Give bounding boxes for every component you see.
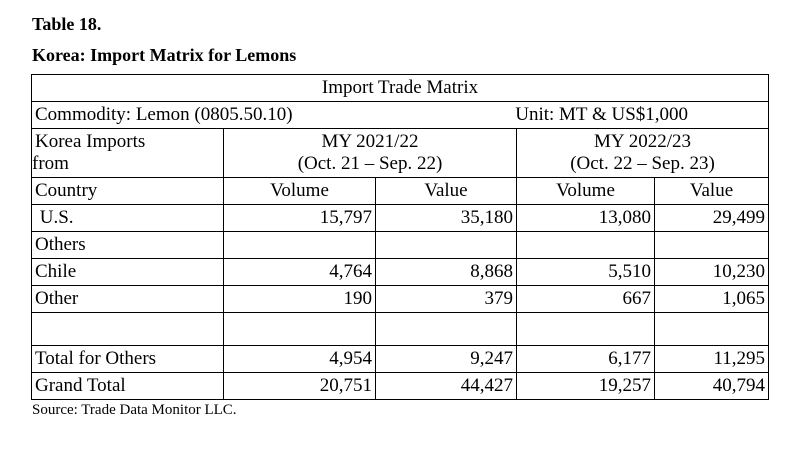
header-volume-2: Volume — [517, 178, 655, 205]
volume-cell: 13,080 — [517, 205, 655, 232]
volume-cell: 4,954 — [224, 346, 376, 373]
volume-cell: 6,177 — [517, 346, 655, 373]
table-row — [32, 313, 769, 346]
header-value-2: Value — [655, 178, 769, 205]
table-row — [32, 286, 769, 313]
value-cell — [655, 232, 769, 259]
value-cell — [376, 313, 517, 346]
country-cell: U.S. — [32, 205, 224, 232]
value-cell — [655, 313, 769, 346]
country-cell: Other — [32, 286, 224, 313]
value-cell: 8,868 — [376, 259, 517, 286]
volume-cell — [224, 232, 376, 259]
volume-cell: 5,510 — [517, 259, 655, 286]
value-cell: 44,427 — [376, 373, 517, 400]
country-cell: Others — [32, 232, 224, 259]
value-cell: 379 — [376, 286, 517, 313]
value-cell: 11,295 — [655, 346, 769, 373]
value-cell: 29,499 — [655, 205, 769, 232]
volume-cell: 4,764 — [224, 259, 376, 286]
imports-from-header — [32, 129, 224, 178]
period1-label: MY 2021/22 — [321, 131, 419, 152]
imports-from-line2: from — [32, 153, 69, 174]
value-cell: 9,247 — [376, 346, 517, 373]
volume-cell: 667 — [517, 286, 655, 313]
period2-range: (Oct. 22 – Sep. 23) — [570, 153, 715, 174]
table-number: Table 18. — [32, 14, 102, 34]
period1-header — [224, 129, 517, 178]
value-cell — [376, 232, 517, 259]
header-country: Country — [32, 178, 224, 205]
column-header-row — [32, 178, 769, 205]
country-cell — [32, 313, 224, 346]
period2-label: MY 2022/23 — [594, 131, 691, 152]
table-row — [32, 346, 769, 373]
country-cell: Total for Others — [32, 346, 224, 373]
country-cell: Grand Total — [32, 373, 224, 400]
value-cell: 10,230 — [655, 259, 769, 286]
commodity-row — [32, 102, 769, 129]
value-cell: 1,065 — [655, 286, 769, 313]
volume-cell: 15,797 — [224, 205, 376, 232]
value-cell: 35,180 — [376, 205, 517, 232]
value-cell: 40,794 — [655, 373, 769, 400]
header-value-1: Value — [376, 178, 517, 205]
commodity-unit-cell — [32, 102, 769, 129]
table-row — [32, 373, 769, 400]
header-volume-1: Volume — [224, 178, 376, 205]
caption-row — [32, 75, 769, 102]
volume-cell: 190 — [224, 286, 376, 313]
volume-cell: 20,751 — [224, 373, 376, 400]
table-row — [32, 205, 769, 232]
table-row — [32, 232, 769, 259]
table-title: Korea: Import Matrix for Lemons — [32, 45, 297, 65]
period1-range: (Oct. 21 – Sep. 22) — [297, 153, 443, 174]
imports-from-line1: Korea Imports — [35, 131, 146, 152]
matrix-caption: Import Trade Matrix — [32, 75, 769, 102]
volume-cell — [517, 232, 655, 259]
source-note: Source: Trade Data Monitor LLC. — [32, 402, 237, 418]
volume-cell: 19,257 — [517, 373, 655, 400]
volume-cell — [517, 313, 655, 346]
table-row — [32, 259, 769, 286]
commodity-label: Commodity: Lemon (0805.50.10) — [35, 104, 293, 125]
period-header-row — [32, 129, 769, 178]
country-cell: Chile — [32, 259, 224, 286]
import-matrix-table — [31, 74, 769, 400]
volume-cell — [224, 313, 376, 346]
period2-header — [517, 129, 769, 178]
unit-label: Unit: MT & US$1,000 — [515, 104, 689, 125]
